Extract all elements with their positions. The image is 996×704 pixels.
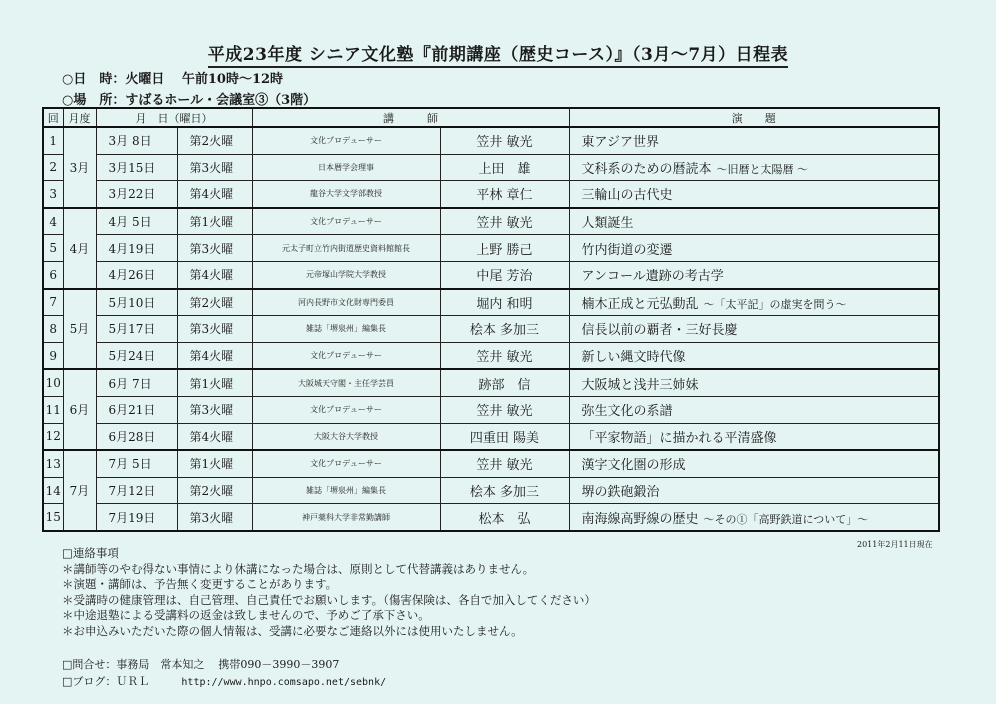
lecturer-name-cell: 四重田 陽美 [440, 423, 569, 450]
lecturer-name-cell: 笠井 敏光 [440, 450, 569, 477]
table-row [43, 477, 939, 504]
topic-title: 竹内街道の変遷 [581, 242, 673, 258]
contact-label: □問合せ：事務局 常本知之 [62, 658, 205, 671]
lecturer-name-cell: 跡部 信 [440, 369, 569, 396]
affiliation-cell: 神戸薬科大学非常勤講師 [252, 504, 440, 531]
row-number: 5 [43, 235, 63, 262]
date-cell: 5月10日 [96, 289, 177, 316]
lecturer-name-cell: 笠井 敏光 [440, 342, 569, 369]
topic-cell [569, 396, 939, 423]
page-title: 平成23年度 シニア文化塾『前期講座（歴史コース）』（3月～7月）日程表 [0, 40, 996, 65]
date-cell: 5月17日 [96, 316, 177, 343]
schedule-table [42, 107, 940, 532]
row-number: 13 [43, 450, 63, 477]
weekday-cell: 第4火曜 [177, 342, 252, 369]
affiliation-cell: 雑誌「堺泉州」編集長 [252, 477, 440, 504]
topic-title: 弥生文化の系譜 [581, 404, 673, 420]
topic-title: 楠木正成と元弘動乱 [581, 296, 699, 312]
topic-subtitle: ～「太平記」の虚実を問う～ [703, 297, 847, 311]
note-item: ＊中途退塾による受講料の返金は致しませんので、予めご了承下さい。 [62, 608, 430, 623]
row-number: 2 [43, 154, 63, 181]
table-row [43, 127, 939, 154]
topic-title: 信長以前の覇者・三好長慶 [581, 323, 738, 339]
affiliation-cell: 文化プロデューサー [252, 342, 440, 369]
topic-cell [569, 235, 939, 262]
topic-title: 東アジア世界 [581, 135, 659, 151]
lecturer-name-cell: 松本 弘 [440, 504, 569, 531]
date-cell: 3月22日 [96, 181, 177, 208]
date-cell: 4月26日 [96, 261, 177, 288]
schedule-venue: ○場 所：すばるホール・会議室③（3階） [62, 93, 317, 108]
month-cell: 6月 [63, 369, 96, 450]
topic-cell [569, 261, 939, 288]
date-cell: 6月28日 [96, 423, 177, 450]
table-row [43, 154, 939, 181]
topic-cell [569, 450, 939, 477]
affiliation-cell: 文化プロデューサー [252, 127, 440, 154]
month-cell: 3月 [63, 127, 96, 208]
table-row [43, 504, 939, 531]
topic-cell [569, 181, 939, 208]
topic-cell [569, 342, 939, 369]
contact-phone: 携帯090－3990－3907 [218, 658, 340, 671]
header-month: 月度 [63, 108, 96, 127]
header-date: 月 日（曜日） [96, 108, 252, 127]
affiliation-cell: 雑誌「堺泉州」編集長 [252, 316, 440, 343]
notes-section [62, 546, 596, 640]
weekday-cell: 第4火曜 [177, 261, 252, 288]
topic-cell [569, 154, 939, 181]
blog-url-link[interactable]: http://www.hnpo.comsapo.net/sebnk/ [181, 677, 387, 688]
table-row [43, 450, 939, 477]
topic-cell [569, 423, 939, 450]
topic-title: 三輪山の古代史 [581, 188, 673, 204]
weekday-cell: 第2火曜 [177, 477, 252, 504]
table-row [43, 261, 939, 288]
as-of-date: 2011年2月11日現在 [857, 540, 933, 549]
topic-title: 漢字文化圏の形成 [581, 458, 686, 474]
month-cell: 4月 [63, 208, 96, 289]
lecturer-name-cell: 笠井 敏光 [440, 127, 569, 154]
lecturer-name-cell: 堀内 和明 [440, 289, 569, 316]
date-cell: 5月24日 [96, 342, 177, 369]
topic-subtitle: ～旧暦と太陽暦 ～ [716, 162, 809, 176]
schedule-datetime: ○日 時：火曜日 午前10時～12時 [62, 72, 284, 87]
affiliation-cell: 元太子町立竹内街道歴史資料館館長 [252, 235, 440, 262]
table-header-row [43, 108, 939, 127]
row-number: 12 [43, 423, 63, 450]
topic-cell [569, 477, 939, 504]
weekday-cell: 第3火曜 [177, 396, 252, 423]
weekday-cell: 第4火曜 [177, 423, 252, 450]
lecturer-name-cell: 平林 章仁 [440, 181, 569, 208]
month-cell: 7月 [63, 450, 96, 531]
affiliation-cell: 元帝塚山学院大学教授 [252, 261, 440, 288]
date-cell: 7月 5日 [96, 450, 177, 477]
lecturer-name-cell: 桧本 多加三 [440, 316, 569, 343]
header-topic: 演 題 [569, 108, 939, 127]
row-number: 14 [43, 477, 63, 504]
weekday-cell: 第4火曜 [177, 181, 252, 208]
lecturer-name-cell: 上野 勝己 [440, 235, 569, 262]
row-number: 1 [43, 127, 63, 154]
affiliation-cell: 文化プロデューサー [252, 396, 440, 423]
table-row [43, 342, 939, 369]
topic-cell [569, 369, 939, 396]
affiliation-cell: 大阪城天守閣・主任学芸員 [252, 369, 440, 396]
notes-heading: □連絡事項 [62, 546, 119, 560]
topic-title: アンコール遺跡の考古学 [581, 269, 724, 285]
topic-cell [569, 316, 939, 343]
row-number: 6 [43, 261, 63, 288]
weekday-cell: 第2火曜 [177, 289, 252, 316]
lecturer-name-cell: 中尾 芳治 [440, 261, 569, 288]
blog-label: □ブログ：ＵＲＬ [62, 675, 150, 688]
date-cell: 4月19日 [96, 235, 177, 262]
table-row [43, 289, 939, 316]
row-number: 15 [43, 504, 63, 531]
row-number: 11 [43, 396, 63, 423]
weekday-cell: 第1火曜 [177, 450, 252, 477]
weekday-cell: 第1火曜 [177, 369, 252, 396]
topic-title: 堺の鉄砲鍛治 [581, 485, 660, 501]
affiliation-cell: 河内長野市文化財専門委員 [252, 289, 440, 316]
affiliation-cell: 龍谷大学文学部教授 [252, 181, 440, 208]
affiliation-cell: 文化プロデューサー [252, 450, 440, 477]
topic-cell [569, 289, 939, 316]
weekday-cell: 第3火曜 [177, 235, 252, 262]
weekday-cell: 第3火曜 [177, 316, 252, 343]
topic-subtitle: ～その①「高野鉄道について」～ [703, 512, 869, 526]
date-cell: 6月21日 [96, 396, 177, 423]
note-item: ＊受講時の健康管理は、自己管理、自己責任でお願いします。（傷害保険は、各自で加入してください） [62, 592, 596, 607]
table-row [43, 235, 939, 262]
topic-cell [569, 127, 939, 154]
weekday-cell: 第3火曜 [177, 504, 252, 531]
row-number: 4 [43, 208, 63, 235]
lecturer-name-cell: 桧本 多加三 [440, 477, 569, 504]
table-row [43, 208, 939, 235]
contact-line [62, 656, 339, 672]
topic-title: 大阪城と浅井三姉妹 [581, 377, 699, 393]
table-row [43, 423, 939, 450]
row-number: 7 [43, 289, 63, 316]
affiliation-cell: 文化プロデューサー [252, 208, 440, 235]
topic-title: 南海線高野線の歴史 [581, 511, 699, 527]
affiliation-cell: 大阪大谷大学教授 [252, 423, 440, 450]
topic-title: 文科系のための暦読本 [581, 161, 712, 177]
table-row [43, 369, 939, 396]
date-cell: 4月 5日 [96, 208, 177, 235]
blog-line [62, 673, 386, 689]
table-row [43, 181, 939, 208]
note-item: ＊お申込みいただいた際の個人情報は、受講に必要なご連絡以外には使用いたしません。 [62, 623, 523, 638]
weekday-cell: 第3火曜 [177, 154, 252, 181]
table-row [43, 316, 939, 343]
topic-cell [569, 208, 939, 235]
topic-title: 人類誕生 [581, 216, 634, 232]
row-number: 9 [43, 342, 63, 369]
date-cell: 3月15日 [96, 154, 177, 181]
topic-cell [569, 504, 939, 531]
lecturer-name-cell: 笠井 敏光 [440, 396, 569, 423]
affiliation-cell: 日本暦学会理事 [252, 154, 440, 181]
lecturer-name-cell: 笠井 敏光 [440, 208, 569, 235]
note-item: ＊演題・講師は、予告無く変更することがあります。 [62, 577, 338, 592]
header-lecturer: 講 師 [252, 108, 569, 127]
topic-title: 「平家物語」に描かれる平清盛像 [581, 430, 777, 446]
lecturer-name-cell: 上田 雄 [440, 154, 569, 181]
weekday-cell: 第1火曜 [177, 208, 252, 235]
weekday-cell: 第2火曜 [177, 127, 252, 154]
date-cell: 6月 7日 [96, 369, 177, 396]
date-cell: 7月19日 [96, 504, 177, 531]
table-row [43, 396, 939, 423]
row-number: 3 [43, 181, 63, 208]
header-no: 回 [43, 108, 63, 127]
row-number: 8 [43, 316, 63, 343]
row-number: 10 [43, 369, 63, 396]
month-cell: 5月 [63, 289, 96, 370]
date-cell: 7月12日 [96, 477, 177, 504]
date-cell: 3月 8日 [96, 127, 177, 154]
topic-title: 新しい縄文時代像 [581, 350, 686, 366]
note-item: ＊講師等のやむ得ない事情により休講になった場合は、原則として代替講義はありません。 [62, 561, 535, 576]
